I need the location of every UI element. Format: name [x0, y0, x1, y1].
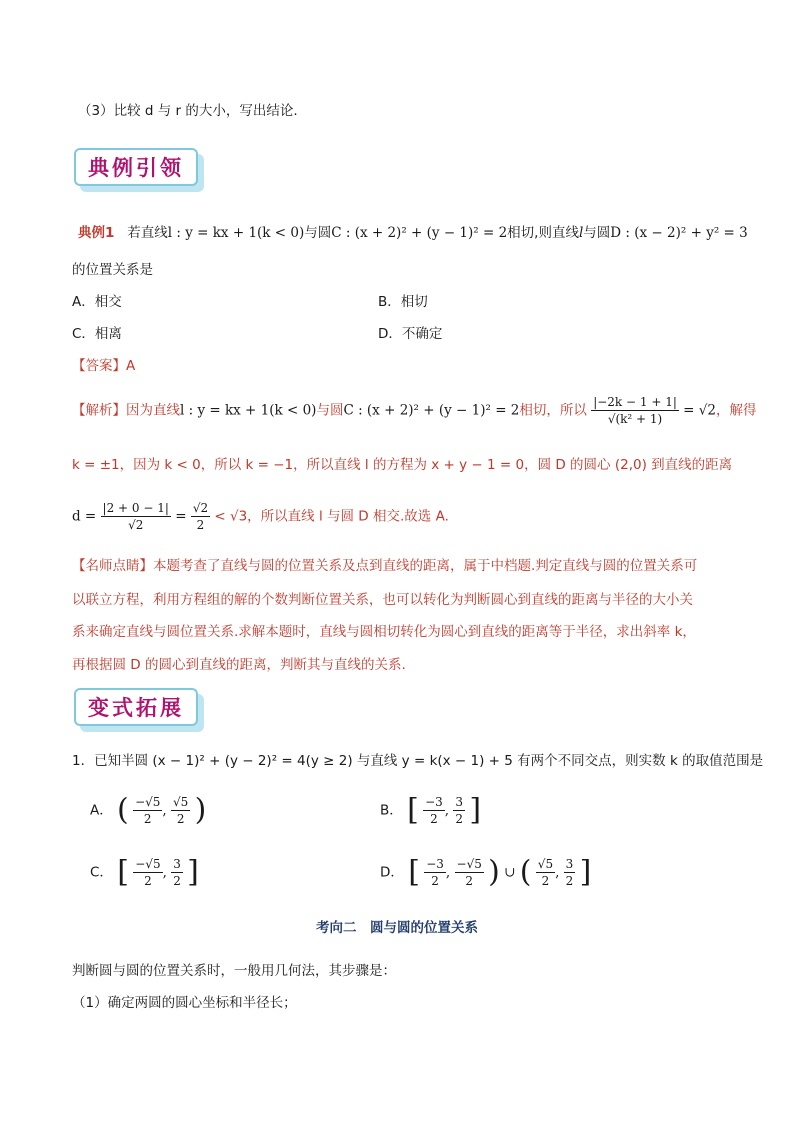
fraction-denominator: 2: [196, 518, 205, 532]
fraction-denominator: 2: [431, 874, 439, 888]
fraction-denominator: √2: [128, 518, 144, 532]
fraction-numerator: √5: [537, 857, 554, 871]
example-stem-line2: 的位置关系是: [72, 262, 153, 278]
analysis-label: 【解析】: [72, 402, 126, 419]
exercise-option-b: B． [ $\frac{-3}{2}$ , $\frac{3}{2}$ ]: [380, 792, 482, 828]
tip-label: 【名师点睛】: [72, 558, 153, 574]
option-label: B．: [380, 802, 403, 819]
exercise-option-d: D． [ $\frac{-3}{2}$ , $\frac{-√5}{2}$ ) ∪ ( $\frac{√5}{2}$ , $\frac{3}{2}$ ]: [380, 854, 592, 890]
fraction-denominator: 2: [455, 812, 464, 826]
option-d: D．不确定: [378, 326, 443, 342]
fraction-numerator: 3: [173, 857, 181, 871]
option-label: C．: [90, 864, 113, 881]
distance-fraction: [591, 394, 679, 427]
tip-line2: 以联立方程，利用方程组的解的个数判断位置关系，也可以转化为判断圆心到直线的距离与半径的大小关: [72, 592, 693, 608]
stem-text: 与圆: [304, 225, 332, 241]
d-symbol: d =: [72, 508, 97, 525]
example-label: 典例1: [78, 225, 115, 241]
circle-d-expression: D : (x − 2)² + y² = 3: [610, 225, 748, 241]
example-banner-title: 典例引领: [74, 148, 198, 186]
exercise-stem: 1．已知半圆 (x − 1)² + (y − 2)² = 4(y ≥ 2) 与直线 y = k(x − 1) + 5 有两个不同交点，则实数 k 的取值范围是: [72, 753, 764, 769]
fraction-denominator: 2: [430, 812, 438, 826]
fraction-denominator: √(k² + 1): [607, 412, 663, 426]
option-b: B．相切: [378, 294, 428, 310]
exercise-option-c: C． [ $\frac{-√5}{2}$ , $\frac{3}{2}$ ]: [90, 854, 199, 890]
analysis-line3: d = $\frac{|2 + 0 - 1|}{√2}$ = $\frac{√2}{2}$ < √3，所以直线 l 与圆 D 相交.故选 A.: [72, 501, 449, 532]
circle-c-expression: C : (x + 2)² + (y − 1)² = 2: [343, 402, 520, 419]
fraction-numerator: −√5: [135, 795, 161, 809]
example-banner: [74, 148, 204, 192]
example-stem-line1: [78, 223, 748, 243]
fraction-denominator: 2: [465, 874, 473, 888]
fraction-numerator: √5: [173, 795, 189, 809]
stem-text: 与圆: [583, 225, 611, 241]
fraction-numerator: √2: [192, 501, 209, 515]
answer-value: A: [126, 358, 136, 374]
answer: [72, 356, 135, 376]
tip-text: 本题考查了直线与圆的位置关系及点到直线的距离，属于中档题.判定直线与圆的位置关系可: [153, 558, 698, 574]
fraction-denominator: 2: [143, 812, 152, 826]
fraction-numerator: |−2k − 1 + 1|: [593, 395, 677, 409]
fraction-numerator: −√5: [456, 857, 482, 871]
fraction-numerator: −3: [425, 795, 443, 809]
exercise-option-a: A． ( $\frac{-√5}{2}$ , $\frac{√5}{2}$ ): [90, 792, 207, 828]
fraction-numerator: 3: [565, 857, 574, 871]
d-fraction-2: [191, 500, 210, 533]
tip-line4: 再根据圆 D 的圆心到直线的距离，判断其与直线的关系.: [72, 657, 406, 673]
line-symbol: l: [578, 225, 584, 241]
fraction-numerator: −√5: [135, 857, 161, 871]
step-3-text: （3）比较 d 与 r 的大小，写出结论.: [78, 103, 298, 119]
option-c: C．相离: [72, 326, 122, 342]
fraction-denominator: 2: [176, 812, 185, 826]
d-fraction-1: [101, 500, 171, 533]
fraction-numerator: |2 + 0 − 1|: [102, 501, 169, 515]
option-a: A．相交: [72, 294, 122, 310]
analysis-line1: [72, 394, 756, 427]
variation-banner-title: 变式拓展: [74, 688, 198, 726]
analysis-text: 与圆: [316, 402, 344, 419]
option-label: D．: [380, 864, 404, 881]
fraction-rhs: = √2: [683, 402, 716, 419]
analysis-text: ，解得: [715, 402, 757, 419]
fraction-numerator: −3: [426, 857, 444, 871]
stem-text: 相切,则直线: [507, 225, 579, 241]
fraction-denominator: 2: [144, 874, 152, 888]
line-expression: l : y = kx + 1(k < 0): [167, 225, 305, 241]
tip-line3: 系来确定直线与圆位置关系.求解本题时，直线与圆相切转化为圆心到直线的距离等于半径，求出斜率 k，: [72, 624, 696, 640]
stem-text: 若直线: [127, 225, 168, 241]
analysis-line2: k = ±1，因为 k < 0，所以 k = −1，所以直线 l 的方程为 x + y − 1 = 0，圆 D 的圆心 (2,0) 到直线的距离: [72, 457, 733, 473]
variation-banner: [74, 688, 204, 732]
answer-label: 【答案】: [72, 358, 126, 374]
analysis-text: < √3，所以直线 l 与圆 D 相交.故选 A.: [214, 508, 449, 525]
fraction-denominator: 2: [173, 874, 181, 888]
option-label: A．: [90, 802, 113, 819]
line-expression: l : y = kx + 1(k < 0): [180, 402, 317, 419]
section-step-1: （1）确定两圆的圆心坐标和半径长；: [72, 995, 297, 1011]
fraction-denominator: 2: [541, 874, 550, 888]
circle-c-expression: C : (x + 2)² + (y − 1)² = 2: [331, 225, 508, 241]
tip-line1: [72, 556, 697, 576]
fraction-denominator: 2: [565, 874, 574, 888]
section-title: 考向二 圆与圆的位置关系: [316, 920, 478, 936]
union-symbol: ∪: [504, 864, 516, 881]
fraction-numerator: 3: [455, 795, 464, 809]
section-intro: 判断圆与圆的位置关系时，一般用几何法，其步骤是：: [72, 963, 396, 979]
analysis-text: 相切，所以: [519, 402, 587, 419]
analysis-text: 因为直线: [126, 402, 180, 419]
